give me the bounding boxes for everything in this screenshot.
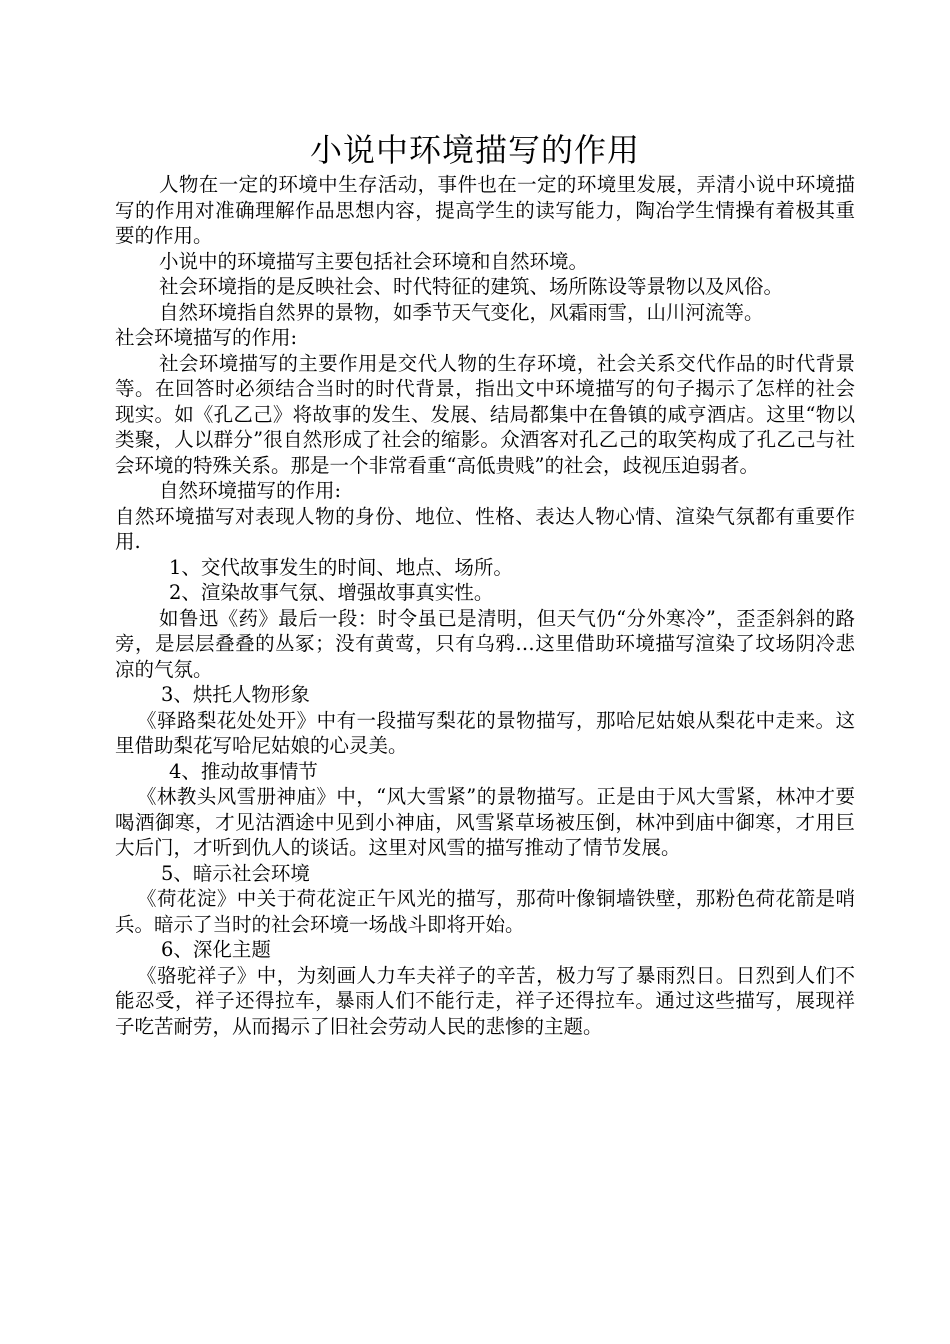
example-paragraph-lihua: 《驿路梨花处处开》中有一段描写梨花的景物描写，那哈尼姑娘从梨花中走来。这里借助梨花写哈尼姑娘的心灵美。 [115,708,855,757]
example-paragraph-hehuadian: 《荷花淀》中关于荷花淀正午风光的描写，那荷叶像铜墙铁壁，那粉色荷花箭是哨兵。暗示了当时的社会环境一场战斗即将开始。 [115,887,855,936]
page-title: 小说中环境描写的作用 [309,131,640,169]
social-environment-heading: 社会环境描写的作用: [115,326,298,349]
social-environment-paragraph: 社会环境描写的主要作用是交代人物的生存环境，社会关系交代作品的时代背景等。在回答时必须结合当时的时代背景，指出文中环境描写的句子揭示了怎样的社会现实。如《孔乙己》将故事的发生、发展、结局都集中在鲁镇的咸亨酒店。这里“物以类聚，人以群分”很自然形成了社会的缩影。众酒客对孔乙己的取笑构成了孔乙己与社会环境的特殊关系。那是一个非常看重“高低贵贱”的社会，歧视压迫弱者。 [115,351,855,477]
list-item-4: 4、推动故事情节 [169,759,318,783]
example-paragraph-lin-chong: 《林教头风雪册神庙》中，“风大雪紧”的景物描写。正是由于风大雪紧，林冲才要喝酒御寒，才见沽酒途中见到小神庙，风雪紧草场被压倒，林冲到庙中御寒，才用巨大后门，才听到仇人的谈话。这里对风雪的描写推动了情节发展。 [115,785,855,859]
example-paragraph-luotuo: 《骆驼祥子》中，为刻画人力车夫祥子的辛苦，极力写了暴雨烈日。日烈到人们不能忍受，祥子还得拉车，暴雨人们不能行走，祥子还得拉车。通过这些描写，展现祥子吃苦耐劳，从而揭示了旧社会劳动人民的悲惨的主题。 [115,963,855,1038]
social-environment-definition: 社会环境指的是反映社会、时代特征的建筑、场所陈设等景物以及风俗。 [159,275,784,298]
document-body [115,172,855,1039]
list-item-6: 6、深化主题 [161,938,271,961]
list-item-2: 2、渲染故事气氛、增强故事真实性。 [169,581,494,604]
natural-environment-definition: 自然环境指自然界的景物，如季节天气变化，风霜雨雪，山川河流等。 [159,300,764,324]
environment-types-paragraph: 小说中的环境描写主要包括社会环境和自然环境。 [159,249,589,273]
example-paragraph-yao: 如鲁迅《药》最后一段：时令虽已是清明，但天气仍“分外寒冷”，歪歪斜斜的路旁，是层层叠叠的丛冢；没有黄莺，只有乌鸦…这里借助环境描写渲染了坟场阴冷悲凉的气氛。 [115,606,855,681]
list-item-5: 5、暗示社会环境 [161,861,310,885]
natural-environment-heading: 自然环境描写的作用: [159,479,342,502]
natural-environment-paragraph: 自然环境描写对表现人物的身份、地位、性格、表达人物心情、渲染气氛都有重要作用. [115,504,855,553]
list-item-1: 1、交代故事发生的时间、地点、场所。 [169,555,513,579]
list-item-3: 3、烘托人物形象 [161,683,310,706]
intro-paragraph: 人物在一定的环境中生存活动，事件也在一定的环境里发展，弄清小说中环境描写的作用对准确理解作品思想内容，提高学生的读写能力，陶冶学生情操有着极其重要的作用。 [115,173,855,247]
